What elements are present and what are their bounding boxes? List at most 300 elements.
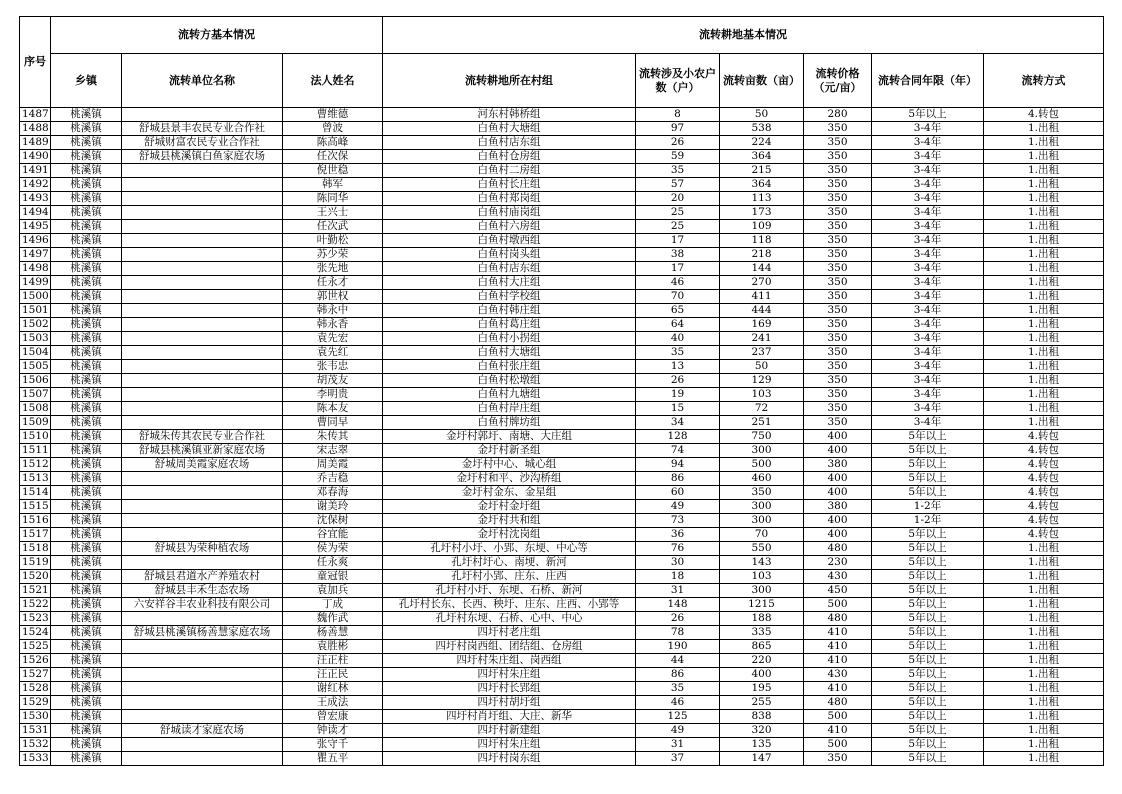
table-body	[20, 108, 1104, 766]
table-row	[20, 738, 1104, 752]
cell-area: 118	[720, 234, 804, 248]
cell-households: 18	[636, 570, 720, 584]
cell-seq: 1505	[20, 360, 51, 374]
table-row	[20, 318, 1104, 332]
cell-town: 桃溪镇	[51, 626, 122, 640]
cell-village-group: 金圩村中心、城心组	[383, 458, 636, 472]
cell-households: 57	[636, 178, 720, 192]
cell-seq: 1518	[20, 542, 51, 556]
cell-area: 147	[720, 752, 804, 766]
cell-village-group: 四圩村长郢组	[383, 682, 636, 696]
table-row	[20, 290, 1104, 304]
cell-legal-person: 张先地	[283, 262, 383, 276]
table-header	[20, 17, 1104, 108]
cell-seq: 1494	[20, 206, 51, 220]
cell-village-group: 白鱼村张庄组	[383, 360, 636, 374]
cell-seq: 1501	[20, 304, 51, 318]
cell-price: 350	[804, 122, 872, 136]
cell-legal-person: 叶勤松	[283, 234, 383, 248]
cell-legal-person: 宋志翠	[283, 444, 383, 458]
cell-price: 350	[804, 192, 872, 206]
cell-area: 460	[720, 472, 804, 486]
cell-contract-years: 3-4年	[872, 122, 984, 136]
cell-households: 31	[636, 738, 720, 752]
cell-village-group: 四圩村朱庄组、岗西组	[383, 654, 636, 668]
cell-village-group: 四圩村新建组	[383, 724, 636, 738]
cell-village-group: 孔圩村长东、长西、秧圩、庄东、庄西、小郢等	[383, 598, 636, 612]
cell-area: 500	[720, 458, 804, 472]
cell-contract-years: 5年以上	[872, 654, 984, 668]
cell-area: 364	[720, 178, 804, 192]
table-row	[20, 458, 1104, 472]
cell-unit-name	[122, 206, 283, 220]
cell-seq: 1500	[20, 290, 51, 304]
cell-town: 桃溪镇	[51, 192, 122, 206]
cell-contract-years: 5年以上	[872, 444, 984, 458]
cell-households: 128	[636, 430, 720, 444]
cell-unit-name	[122, 276, 283, 290]
cell-town: 桃溪镇	[51, 514, 122, 528]
cell-seq: 1488	[20, 122, 51, 136]
cell-transfer-method: 1.出租	[984, 262, 1104, 276]
cell-town: 桃溪镇	[51, 276, 122, 290]
cell-transfer-method: 1.出租	[984, 332, 1104, 346]
cell-seq: 1493	[20, 192, 51, 206]
cell-seq: 1506	[20, 374, 51, 388]
cell-village-group: 孔圩村圩心、南埂、新河	[383, 556, 636, 570]
cell-price: 350	[804, 346, 872, 360]
cell-contract-years: 3-4年	[872, 374, 984, 388]
cell-legal-person: 童冠银	[283, 570, 383, 584]
cell-households: 46	[636, 696, 720, 710]
cell-town: 桃溪镇	[51, 738, 122, 752]
table-row	[20, 360, 1104, 374]
cell-legal-person: 侯为荣	[283, 542, 383, 556]
cell-seq: 1533	[20, 752, 51, 766]
cell-area: 550	[720, 542, 804, 556]
table-row	[20, 248, 1104, 262]
cell-unit-name	[122, 738, 283, 752]
cell-transfer-method: 1.出租	[984, 640, 1104, 654]
cell-legal-person: 袁先宏	[283, 332, 383, 346]
cell-area: 1215	[720, 598, 804, 612]
cell-town: 桃溪镇	[51, 654, 122, 668]
cell-town: 桃溪镇	[51, 164, 122, 178]
cell-legal-person: 周美霞	[283, 458, 383, 472]
cell-seq: 1504	[20, 346, 51, 360]
cell-price: 400	[804, 472, 872, 486]
cell-transfer-method: 1.出租	[984, 724, 1104, 738]
cell-area: 300	[720, 584, 804, 598]
cell-legal-person: 胡茂友	[283, 374, 383, 388]
cell-town: 桃溪镇	[51, 486, 122, 500]
table-row	[20, 346, 1104, 360]
cell-legal-person: 陈本友	[283, 402, 383, 416]
cell-price: 400	[804, 486, 872, 500]
cell-seq: 1513	[20, 472, 51, 486]
cell-unit-name	[122, 304, 283, 318]
cell-legal-person: 张韦忠	[283, 360, 383, 374]
cell-area: 169	[720, 318, 804, 332]
cell-contract-years: 5年以上	[872, 626, 984, 640]
cell-town: 桃溪镇	[51, 318, 122, 332]
cell-village-group: 孔圩村小圩、小郢、东埂、中心等	[383, 542, 636, 556]
cell-town: 桃溪镇	[51, 710, 122, 724]
cell-village-group: 白鱼村岗头组	[383, 248, 636, 262]
cell-price: 350	[804, 388, 872, 402]
cell-area: 135	[720, 738, 804, 752]
table-row	[20, 654, 1104, 668]
table-row	[20, 640, 1104, 654]
col-header-legal-person: 法人姓名	[283, 54, 383, 108]
cell-unit-name	[122, 710, 283, 724]
cell-village-group: 白鱼村长庄组	[383, 178, 636, 192]
cell-village-group: 金圩村共和组	[383, 514, 636, 528]
cell-legal-person: 谷宜能	[283, 528, 383, 542]
cell-village-group: 四圩村老庄组	[383, 626, 636, 640]
table-row	[20, 584, 1104, 598]
cell-unit-name	[122, 234, 283, 248]
cell-town: 桃溪镇	[51, 220, 122, 234]
cell-transfer-method: 1.出租	[984, 752, 1104, 766]
cell-unit-name	[122, 668, 283, 682]
cell-contract-years: 5年以上	[872, 710, 984, 724]
col-header-contract-years: 流转合同年限（年）	[872, 54, 984, 108]
col-header-town: 乡镇	[51, 54, 122, 108]
cell-unit-name	[122, 248, 283, 262]
cell-price: 400	[804, 514, 872, 528]
table-row	[20, 668, 1104, 682]
cell-area: 144	[720, 262, 804, 276]
table-row	[20, 178, 1104, 192]
cell-unit-name: 舒城县桃溪镇杨善慧家庭农场	[122, 626, 283, 640]
col-header-area: 流转亩数（亩）	[720, 54, 804, 108]
cell-village-group: 白鱼村店东组	[383, 262, 636, 276]
cell-seq: 1496	[20, 234, 51, 248]
cell-contract-years: 5年以上	[872, 486, 984, 500]
cell-households: 37	[636, 752, 720, 766]
cell-legal-person: 袁加兵	[283, 584, 383, 598]
cell-legal-person: 韩永中	[283, 304, 383, 318]
table-row	[20, 696, 1104, 710]
cell-households: 49	[636, 724, 720, 738]
cell-households: 86	[636, 472, 720, 486]
cell-contract-years: 1-2年	[872, 500, 984, 514]
cell-legal-person: 韩永香	[283, 318, 383, 332]
cell-households: 13	[636, 360, 720, 374]
table-row	[20, 710, 1104, 724]
cell-households: 26	[636, 136, 720, 150]
cell-contract-years: 3-4年	[872, 234, 984, 248]
cell-contract-years: 3-4年	[872, 262, 984, 276]
cell-price: 410	[804, 640, 872, 654]
cell-transfer-method: 1.出租	[984, 542, 1104, 556]
cell-area: 70	[720, 528, 804, 542]
cell-village-group: 白鱼村韩庄组	[383, 304, 636, 318]
cell-transfer-method: 1.出租	[984, 360, 1104, 374]
cell-legal-person: 郭世权	[283, 290, 383, 304]
cell-legal-person: 任次武	[283, 220, 383, 234]
cell-households: 44	[636, 654, 720, 668]
cell-price: 380	[804, 458, 872, 472]
cell-transfer-method: 1.出租	[984, 122, 1104, 136]
cell-seq: 1511	[20, 444, 51, 458]
cell-price: 350	[804, 416, 872, 430]
cell-legal-person: 王成法	[283, 696, 383, 710]
cell-town: 桃溪镇	[51, 248, 122, 262]
cell-area: 103	[720, 388, 804, 402]
cell-seq: 1499	[20, 276, 51, 290]
cell-price: 380	[804, 500, 872, 514]
cell-area: 300	[720, 500, 804, 514]
cell-households: 20	[636, 192, 720, 206]
cell-legal-person: 杨善慧	[283, 626, 383, 640]
cell-town: 桃溪镇	[51, 416, 122, 430]
cell-transfer-method: 1.出租	[984, 192, 1104, 206]
cell-area: 270	[720, 276, 804, 290]
table-row	[20, 472, 1104, 486]
cell-area: 143	[720, 556, 804, 570]
cell-legal-person: 瞿五平	[283, 752, 383, 766]
cell-contract-years: 5年以上	[872, 458, 984, 472]
transferee-group-header: 流转方基本情况	[51, 17, 383, 54]
cell-seq: 1517	[20, 528, 51, 542]
cell-price: 230	[804, 556, 872, 570]
cell-price: 480	[804, 542, 872, 556]
cell-unit-name	[122, 640, 283, 654]
cell-contract-years: 5年以上	[872, 752, 984, 766]
cell-unit-name	[122, 108, 283, 122]
cell-village-group: 白鱼村仓房组	[383, 150, 636, 164]
cell-price: 350	[804, 332, 872, 346]
cell-price: 350	[804, 136, 872, 150]
cell-households: 70	[636, 290, 720, 304]
cell-price: 400	[804, 430, 872, 444]
table-row	[20, 374, 1104, 388]
cell-area: 335	[720, 626, 804, 640]
cell-unit-name	[122, 514, 283, 528]
cell-unit-name: 舒城县桃溪镇亚新家庭农场	[122, 444, 283, 458]
cell-legal-person: 苏少荣	[283, 248, 383, 262]
cell-price: 280	[804, 108, 872, 122]
cell-village-group: 金圩村金东、金星组	[383, 486, 636, 500]
cell-village-group: 白鱼村郑岗组	[383, 192, 636, 206]
cell-village-group: 孔圩村小郢、庄东、庄西	[383, 570, 636, 584]
cell-price: 350	[804, 360, 872, 374]
cell-contract-years: 5年以上	[872, 528, 984, 542]
cell-seq: 1508	[20, 402, 51, 416]
cell-seq: 1523	[20, 612, 51, 626]
cell-legal-person: 倪世稳	[283, 164, 383, 178]
cell-households: 40	[636, 332, 720, 346]
table-row	[20, 164, 1104, 178]
cell-transfer-method: 1.出租	[984, 290, 1104, 304]
cell-area: 838	[720, 710, 804, 724]
cell-town: 桃溪镇	[51, 724, 122, 738]
cell-unit-name	[122, 178, 283, 192]
cell-price: 350	[804, 178, 872, 192]
cell-village-group: 白鱼村九塘组	[383, 388, 636, 402]
cell-village-group: 金圩村新圣组	[383, 444, 636, 458]
cell-transfer-method: 1.出租	[984, 416, 1104, 430]
cell-transfer-method: 1.出租	[984, 206, 1104, 220]
cell-unit-name	[122, 164, 283, 178]
cell-transfer-method: 4.转包	[984, 472, 1104, 486]
cell-area: 50	[720, 108, 804, 122]
cell-price: 480	[804, 612, 872, 626]
cell-price: 430	[804, 570, 872, 584]
cell-unit-name	[122, 682, 283, 696]
cell-households: 64	[636, 318, 720, 332]
table-row	[20, 304, 1104, 318]
cell-legal-person: 谢红林	[283, 682, 383, 696]
cell-area: 400	[720, 668, 804, 682]
cell-seq: 1509	[20, 416, 51, 430]
cell-village-group: 白鱼村牌坊组	[383, 416, 636, 430]
cell-town: 桃溪镇	[51, 668, 122, 682]
cell-contract-years: 5年以上	[872, 612, 984, 626]
cell-price: 350	[804, 304, 872, 318]
cell-price: 350	[804, 234, 872, 248]
cell-town: 桃溪镇	[51, 570, 122, 584]
cell-transfer-method: 1.出租	[984, 248, 1104, 262]
cell-unit-name: 舒城财富农民专业合作社	[122, 136, 283, 150]
cell-village-group: 孔圩村东埂、石桥、心中、中心	[383, 612, 636, 626]
cell-legal-person: 王兴士	[283, 206, 383, 220]
cell-transfer-method: 1.出租	[984, 178, 1104, 192]
cell-area: 300	[720, 514, 804, 528]
cell-transfer-method: 1.出租	[984, 304, 1104, 318]
cell-unit-name: 舒城周美霞家庭农场	[122, 458, 283, 472]
cell-price: 350	[804, 220, 872, 234]
cell-households: 34	[636, 416, 720, 430]
cell-unit-name	[122, 486, 283, 500]
cell-contract-years: 3-4年	[872, 136, 984, 150]
cell-area: 109	[720, 220, 804, 234]
cell-households: 49	[636, 500, 720, 514]
cell-unit-name: 六安祥谷丰农业科技有限公司	[122, 598, 283, 612]
cell-seq: 1527	[20, 668, 51, 682]
cell-area: 350	[720, 486, 804, 500]
table-row	[20, 332, 1104, 346]
cell-legal-person: 张守千	[283, 738, 383, 752]
cell-contract-years: 5年以上	[872, 108, 984, 122]
cell-price: 500	[804, 598, 872, 612]
cell-contract-years: 5年以上	[872, 598, 984, 612]
cell-price: 450	[804, 584, 872, 598]
cell-transfer-method: 4.转包	[984, 444, 1104, 458]
cell-village-group: 金圩村金圩组	[383, 500, 636, 514]
cell-transfer-method: 1.出租	[984, 612, 1104, 626]
cell-seq: 1519	[20, 556, 51, 570]
cell-legal-person: 朱传其	[283, 430, 383, 444]
cell-price: 400	[804, 528, 872, 542]
cell-transfer-method: 1.出租	[984, 584, 1104, 598]
cell-village-group: 白鱼村二房组	[383, 164, 636, 178]
table-row	[20, 500, 1104, 514]
cell-legal-person: 陈同华	[283, 192, 383, 206]
cell-price: 350	[804, 248, 872, 262]
cell-households: 15	[636, 402, 720, 416]
cell-town: 桃溪镇	[51, 290, 122, 304]
cell-contract-years: 3-4年	[872, 332, 984, 346]
cell-village-group: 白鱼村六房组	[383, 220, 636, 234]
cell-unit-name: 舒城县丰禾生态农场	[122, 584, 283, 598]
col-header-village-group: 流转耕地所在村组	[383, 54, 636, 108]
cell-price: 400	[804, 444, 872, 458]
cell-transfer-method: 4.转包	[984, 430, 1104, 444]
cell-transfer-method: 1.出租	[984, 220, 1104, 234]
cell-households: 94	[636, 458, 720, 472]
col-header-price: 流转价格（元/亩）	[804, 54, 872, 108]
table-row	[20, 192, 1104, 206]
cell-transfer-method: 1.出租	[984, 150, 1104, 164]
cell-unit-name: 舒城县君道水产养殖农村	[122, 570, 283, 584]
cell-village-group: 四圩村胡圩组	[383, 696, 636, 710]
cell-seq: 1512	[20, 458, 51, 472]
table-row	[20, 402, 1104, 416]
cell-unit-name: 舒城县景丰农民专业合作社	[122, 122, 283, 136]
cell-seq: 1502	[20, 318, 51, 332]
cell-area: 444	[720, 304, 804, 318]
cell-town: 桃溪镇	[51, 542, 122, 556]
cell-village-group: 白鱼村大塘组	[383, 346, 636, 360]
cell-area: 220	[720, 654, 804, 668]
cell-unit-name	[122, 612, 283, 626]
cell-town: 桃溪镇	[51, 584, 122, 598]
cell-town: 桃溪镇	[51, 430, 122, 444]
cell-contract-years: 3-4年	[872, 346, 984, 360]
cell-area: 255	[720, 696, 804, 710]
cell-unit-name	[122, 654, 283, 668]
cell-legal-person: 汪正柱	[283, 654, 383, 668]
cell-village-group: 白鱼村大庄组	[383, 276, 636, 290]
cell-seq: 1514	[20, 486, 51, 500]
cell-transfer-method: 1.出租	[984, 556, 1104, 570]
cell-contract-years: 5年以上	[872, 542, 984, 556]
cell-price: 350	[804, 164, 872, 178]
cell-unit-name	[122, 556, 283, 570]
cell-seq: 1503	[20, 332, 51, 346]
cell-contract-years: 3-4年	[872, 220, 984, 234]
cell-unit-name	[122, 374, 283, 388]
cell-households: 73	[636, 514, 720, 528]
table-row	[20, 724, 1104, 738]
cell-households: 59	[636, 150, 720, 164]
table-row	[20, 430, 1104, 444]
cell-households: 86	[636, 668, 720, 682]
cell-legal-person: 曹同早	[283, 416, 383, 430]
cell-legal-person: 韩军	[283, 178, 383, 192]
cell-price: 350	[804, 206, 872, 220]
cell-town: 桃溪镇	[51, 444, 122, 458]
table-row	[20, 388, 1104, 402]
cell-seq: 1531	[20, 724, 51, 738]
cell-legal-person: 谢美玲	[283, 500, 383, 514]
cell-unit-name	[122, 696, 283, 710]
land-transfer-table	[19, 16, 1104, 766]
cell-town: 桃溪镇	[51, 640, 122, 654]
cell-area: 241	[720, 332, 804, 346]
cell-area: 72	[720, 402, 804, 416]
cell-legal-person: 丁成	[283, 598, 383, 612]
cell-village-group: 四圩村朱庄组	[383, 668, 636, 682]
cell-transfer-method: 1.出租	[984, 276, 1104, 290]
cell-transfer-method: 1.出租	[984, 402, 1104, 416]
cell-households: 60	[636, 486, 720, 500]
cell-contract-years: 3-4年	[872, 150, 984, 164]
cell-legal-person: 李明贵	[283, 388, 383, 402]
